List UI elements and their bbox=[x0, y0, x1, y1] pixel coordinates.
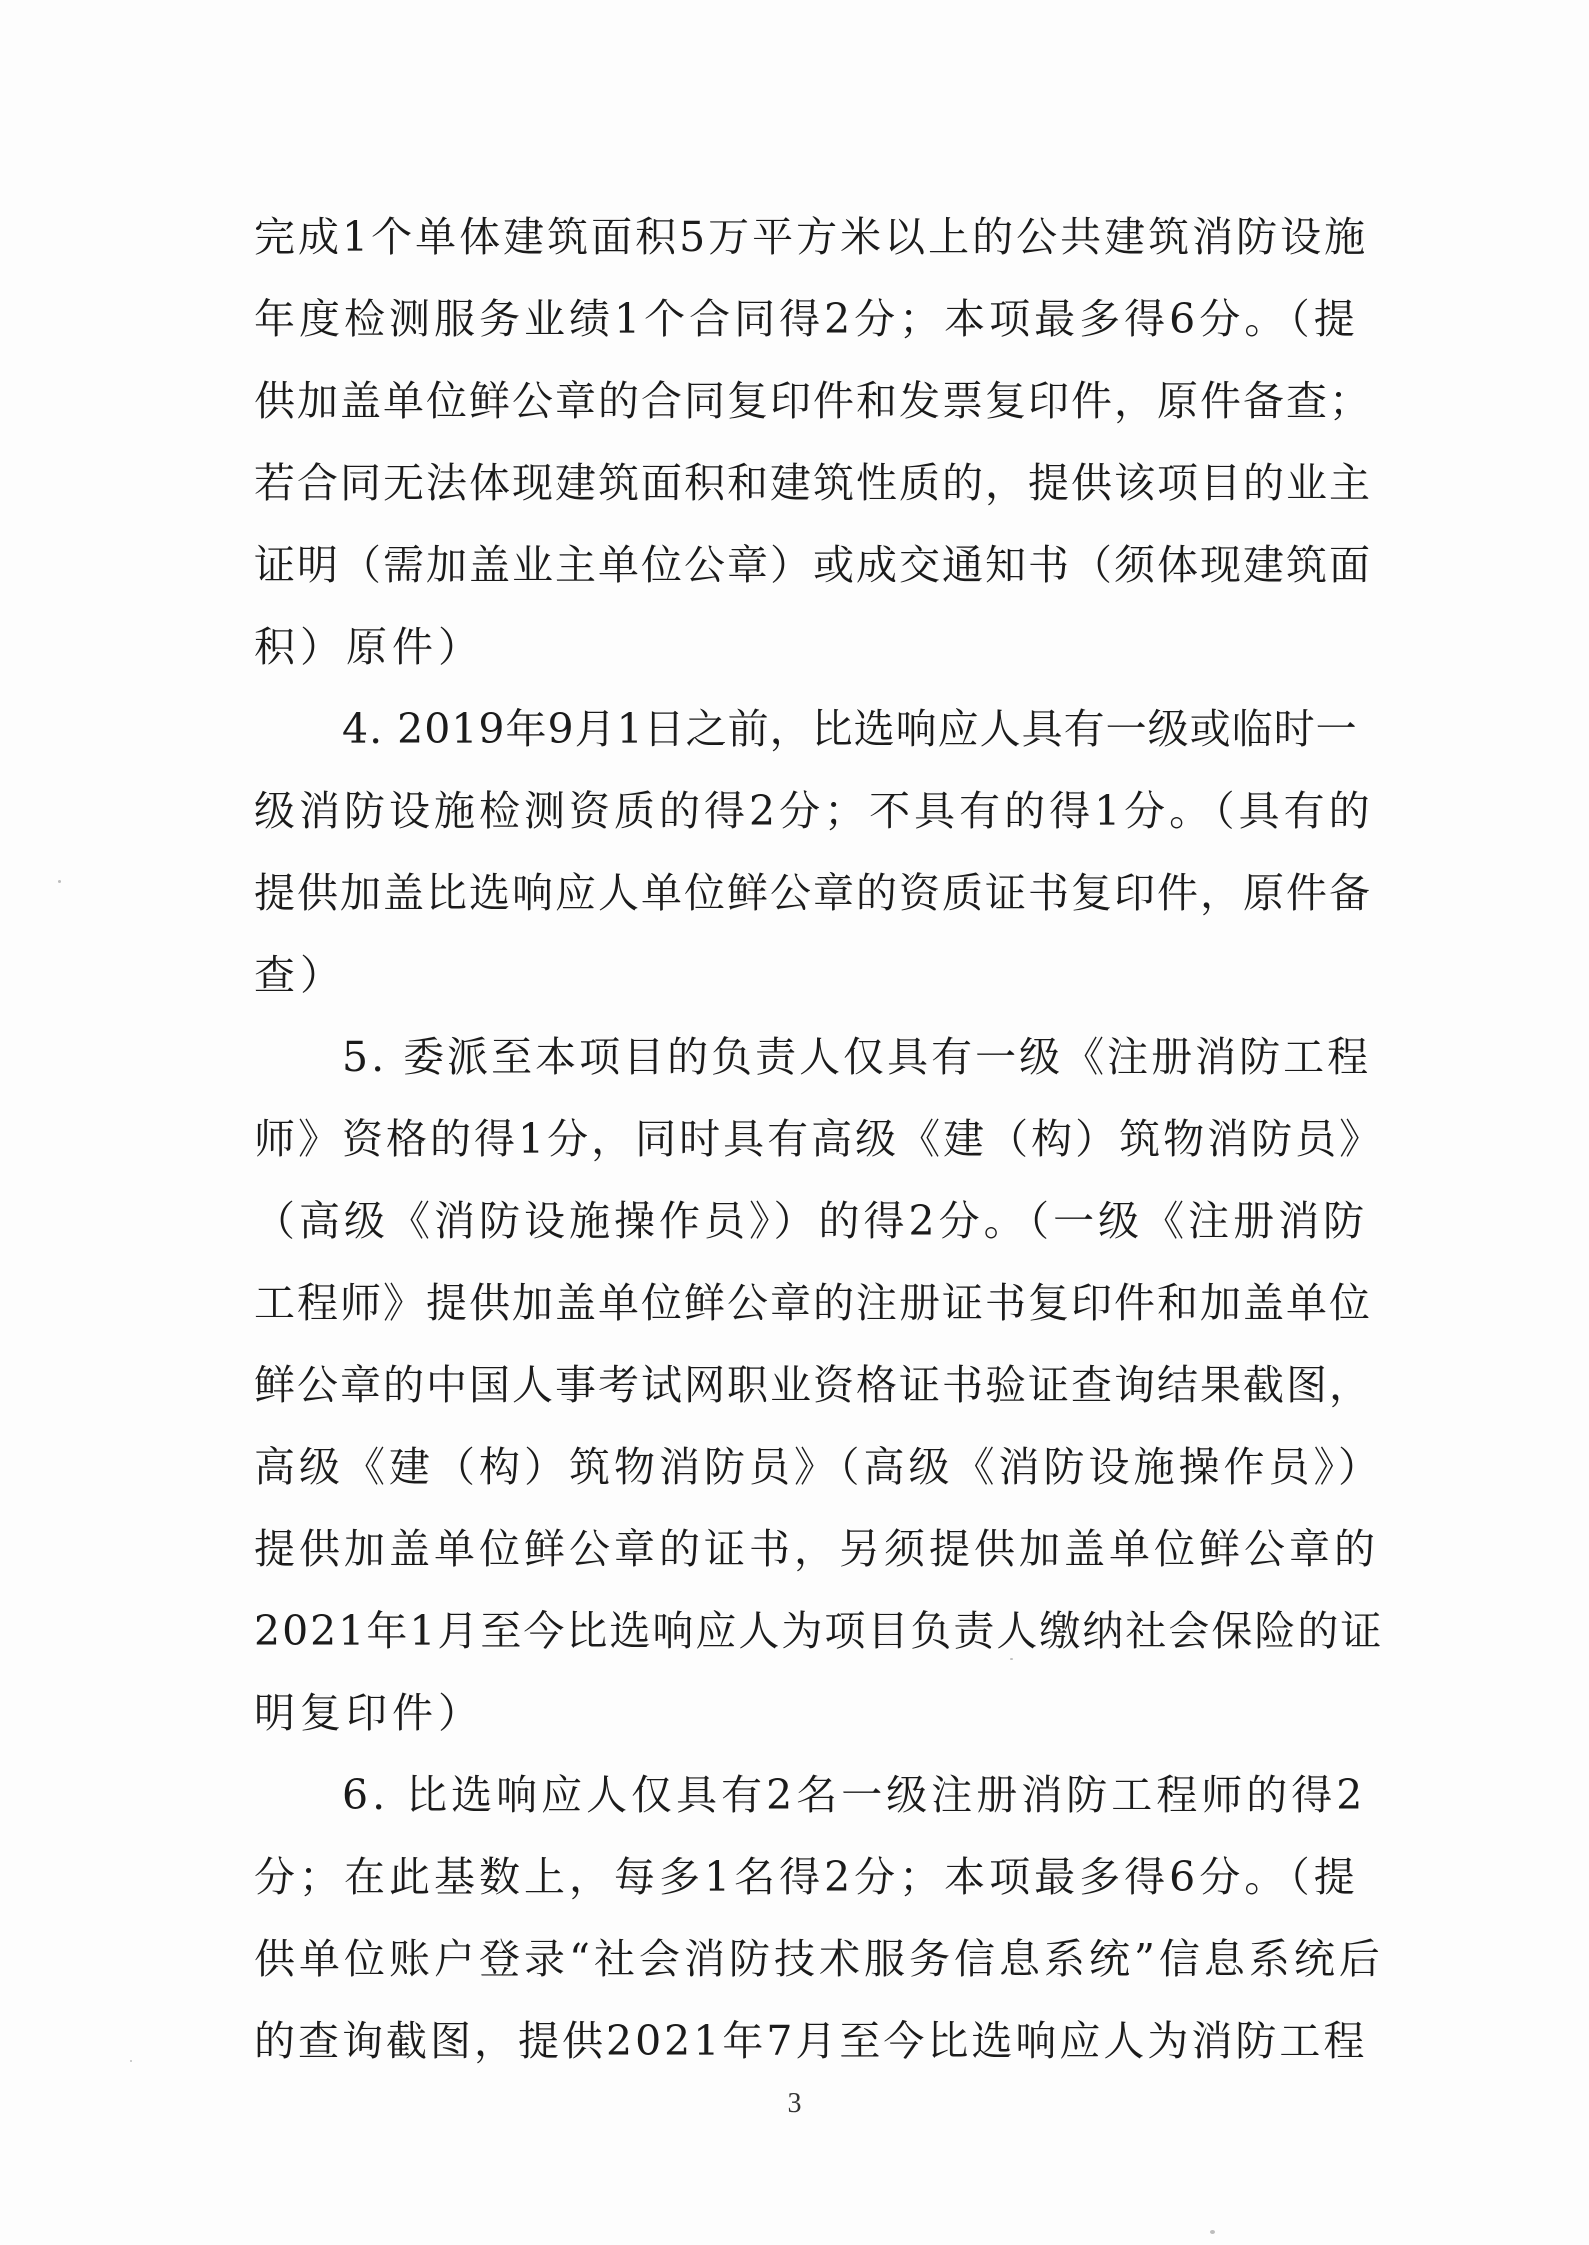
text-line: 工程师》提供加盖单位鲜公章的注册证书复印件和加盖单位 bbox=[254, 1279, 1372, 1327]
page-number: 3 bbox=[787, 2088, 802, 2119]
text-line: 高级《建（构）筑物消防员》（高级《消防设施操作员》） bbox=[254, 1443, 1383, 1491]
text-line: 级消防设施检测资质的得2分；不具有的得1分。（具有的 bbox=[254, 787, 1374, 835]
text-line: 明复印件） bbox=[254, 1689, 484, 1737]
text-line: 6. 比选响应人仅具有2名一级注册消防工程师的得2 bbox=[342, 1771, 1367, 1819]
text-line: 分；在此基数上，每多1名得2分；本项最多得6分。（提 bbox=[254, 1853, 1359, 1901]
text-line: 供单位账户登录“社会消防技术服务信息系统”信息系统后 bbox=[254, 1935, 1384, 1983]
text-line: 年度检测服务业绩1个合同得2分；本项最多得6分。（提 bbox=[254, 295, 1359, 343]
text-line: 鲜公章的中国人事考试网职业资格证书验证查询结果截图， bbox=[254, 1361, 1372, 1409]
text-line: 提供加盖单位鲜公章的证书，另须提供加盖单位鲜公章的 bbox=[254, 1525, 1379, 1573]
text-line: （高级《消防设施操作员》）的得2分。（一级《注册消防 bbox=[254, 1197, 1369, 1245]
text-line: 5. 委派至本项目的负责人仅具有一级《注册消防工程 bbox=[342, 1033, 1372, 1081]
text-line: 查） bbox=[254, 951, 346, 999]
text-line: 2021年1月至今比选响应人为项目负责人缴纳社会保险的证 bbox=[254, 1607, 1384, 1655]
text-line: 积）原件） bbox=[254, 623, 484, 671]
scan-speck bbox=[1210, 2230, 1215, 2234]
body-text bbox=[254, 196, 1384, 2082]
text-line: 若合同无法体现建筑面积和建筑性质的，提供该项目的业主 bbox=[254, 459, 1372, 507]
text-line: 供加盖单位鲜公章的合同复印件和发票复印件，原件备查； bbox=[254, 377, 1372, 425]
text-line: 提供加盖比选响应人单位鲜公章的资质证书复印件，原件备 bbox=[254, 869, 1372, 917]
scan-speck bbox=[1010, 1658, 1013, 1660]
text-line: 完成1个单体建筑面积5万平方米以上的公共建筑消防设施 bbox=[254, 213, 1369, 261]
text-line: 的查询截图，提供2021年7月至今比选响应人为消防工程 bbox=[254, 2017, 1368, 2065]
text-line: 师》资格的得1分，同时具有高级《建（构）筑物消防员》 bbox=[254, 1115, 1384, 1163]
scan-speck bbox=[130, 2060, 132, 2062]
text-line: 4. 2019年9月1日之前，比选响应人具有一级或临时一 bbox=[342, 705, 1358, 753]
text-line: 证明（需加盖业主单位公章）或成交通知书（须体现建筑面 bbox=[254, 541, 1372, 589]
scan-speck bbox=[58, 880, 61, 883]
